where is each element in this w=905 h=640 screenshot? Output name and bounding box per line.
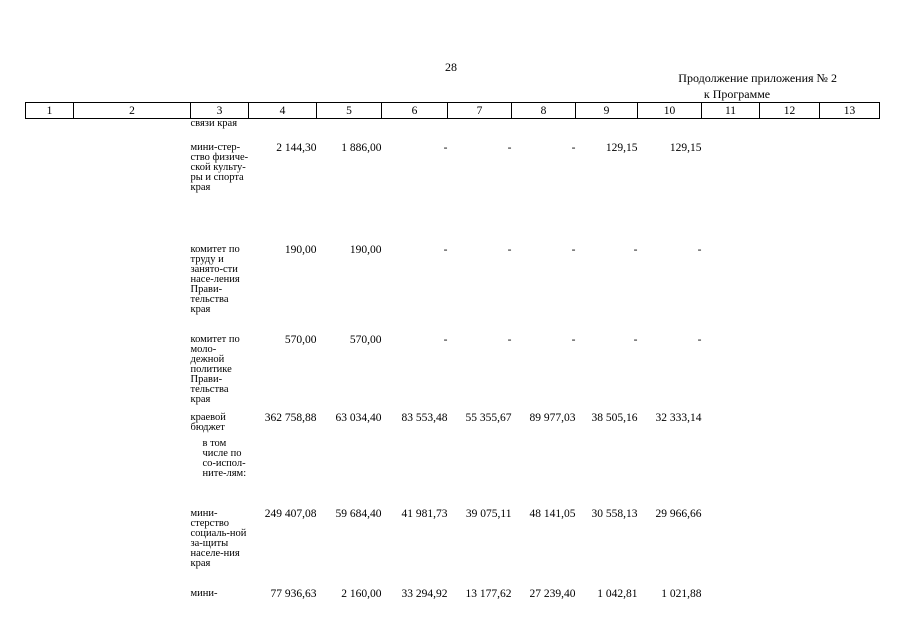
value-cell <box>576 119 638 143</box>
value-cell <box>249 439 317 509</box>
value-cell: 362 758,88 <box>264 411 317 424</box>
value-cell: 38 505,16 <box>591 411 638 424</box>
header-row <box>26 103 880 119</box>
col-header-3: 3 <box>191 103 249 119</box>
value-cell: 83 553,48 <box>401 411 448 424</box>
table-row <box>26 509 880 589</box>
value-cell: - <box>507 141 512 154</box>
table-row <box>26 413 880 439</box>
value-cell: 190,00 <box>284 243 317 256</box>
value-cell: 55 355,67 <box>465 411 512 424</box>
col-header-13: 13 <box>820 103 880 119</box>
executor-cell: мини-стер-ство физиче-ской культу-ры и спорта края <box>190 141 249 193</box>
caption-line-1: Продолжение приложения № 2 <box>678 71 837 85</box>
value-cell: 27 239,40 <box>529 587 576 600</box>
value-cell: 249 407,08 <box>264 507 317 520</box>
executor-cell: связи края <box>190 118 238 129</box>
value-cell <box>638 439 702 509</box>
value-cell: - <box>443 243 448 256</box>
value-cell <box>576 439 638 509</box>
value-cell: 89 977,03 <box>529 411 576 424</box>
value-cell: 2 144,30 <box>276 141 317 154</box>
col-header-4: 4 <box>249 103 317 119</box>
value-cell <box>512 439 576 509</box>
value-cell: 32 333,14 <box>655 411 702 424</box>
value-cell <box>382 439 448 509</box>
value-cell: 190,00 <box>349 243 382 256</box>
value-cell: - <box>633 333 638 346</box>
table-row <box>26 589 880 609</box>
value-cell: - <box>697 333 702 346</box>
value-cell: - <box>697 243 702 256</box>
value-cell: 13 177,62 <box>465 587 512 600</box>
caption-line-2: к Программе <box>703 87 771 101</box>
table-row <box>26 245 880 335</box>
value-cell: 2 160,00 <box>341 587 382 600</box>
col-header-8: 8 <box>512 103 576 119</box>
value-cell: 77 936,63 <box>270 587 317 600</box>
col-header-11: 11 <box>702 103 760 119</box>
value-cell: - <box>443 141 448 154</box>
value-cell: - <box>633 243 638 256</box>
value-cell: 30 558,13 <box>591 507 638 520</box>
col-header-6: 6 <box>382 103 448 119</box>
value-cell: - <box>571 333 576 346</box>
value-cell <box>317 119 382 143</box>
col-header-5: 5 <box>317 103 382 119</box>
value-cell <box>382 119 448 143</box>
executor-cell: комитет по труду и занято-сти насе-ления Прави-тельства края <box>190 243 240 315</box>
col-header-12: 12 <box>760 103 820 119</box>
value-cell: 570,00 <box>284 333 317 346</box>
value-cell <box>512 119 576 143</box>
value-cell: - <box>571 141 576 154</box>
executor-cell: в том числе по со-испол-ните-лям: <box>202 437 247 479</box>
value-cell: 29 966,66 <box>655 507 702 520</box>
value-cell: 59 684,40 <box>335 507 382 520</box>
value-cell <box>638 119 702 143</box>
col-header-1: 1 <box>26 103 74 119</box>
value-cell: 570,00 <box>349 333 382 346</box>
table-row <box>26 335 880 413</box>
value-cell <box>448 439 512 509</box>
executor-cell: краевой бюджет <box>190 411 226 433</box>
table-row <box>26 143 880 245</box>
value-cell: 129,15 <box>669 141 702 154</box>
value-cell <box>249 119 317 143</box>
executor-cell: мини-стерство социаль-ной за-щиты населе-ния края <box>190 507 247 569</box>
col-header-7: 7 <box>448 103 512 119</box>
value-cell: 39 075,11 <box>465 507 512 520</box>
col-header-10: 10 <box>638 103 702 119</box>
col-header-2: 2 <box>74 103 191 119</box>
executor-cell: мини- <box>190 587 218 599</box>
col-header-9: 9 <box>576 103 638 119</box>
value-cell: 129,15 <box>605 141 638 154</box>
table-row <box>26 119 880 143</box>
value-cell: 41 981,73 <box>401 507 448 520</box>
value-cell <box>448 119 512 143</box>
executor-cell: комитет по моло-дежной политике Прави-тельства края <box>190 333 240 405</box>
page-number: 28 <box>445 60 457 74</box>
value-cell: 1 886,00 <box>341 141 382 154</box>
value-cell: 33 294,92 <box>401 587 448 600</box>
table-row <box>26 439 880 509</box>
value-cell: - <box>507 243 512 256</box>
value-cell: 1 021,88 <box>661 587 702 600</box>
value-cell: - <box>443 333 448 346</box>
value-cell: 1 042,81 <box>597 587 638 600</box>
program-table <box>25 102 880 609</box>
value-cell: - <box>571 243 576 256</box>
value-cell: - <box>507 333 512 346</box>
value-cell: 63 034,40 <box>335 411 382 424</box>
value-cell <box>317 439 382 509</box>
appendix-caption <box>637 70 837 102</box>
value-cell: 48 141,05 <box>529 507 576 520</box>
